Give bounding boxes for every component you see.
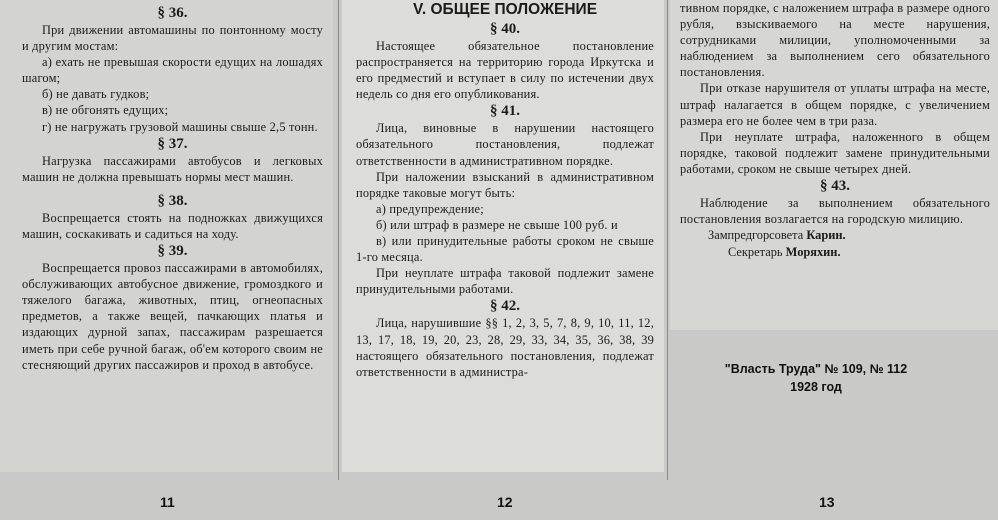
source-year: 1928 год	[790, 380, 842, 394]
column-page-11	[0, 0, 333, 472]
section-40-title: § 40.	[490, 21, 520, 37]
section-42-continuation: тивном порядке, с наложением штрафа в размере одного рубля, взыскиваемого на месте нарушения, сотрудниками милиции, уполномоченными за наблюдением за выполнением сего обязательного постановления.	[680, 1, 990, 80]
section-41-title: § 41.	[490, 103, 520, 120]
signature-deputy-chair	[680, 227, 990, 244]
section-41-text: Лица, виновные в нарушении настоящего обязательного постановления, подлежат ответственности в административном порядке.	[356, 121, 654, 168]
section-36-item-v: в) не обгонять едущих;	[42, 103, 169, 118]
section-36-intro: При движении автомашины по понтонному мосту и другим мостам:	[22, 23, 323, 54]
refusal-paragraph: При отказе нарушителя от уплаты штрафа на месте, штраф налагается в общем порядке, с увеличением размера его не более чем в три раза.	[680, 81, 990, 128]
section-38-text: Воспрещается стоять на подножках движущихся машин, соскакивать и садиться на ходу.	[22, 210, 323, 241]
section-42-text: Лица, нарушившие §§ 1, 2, 3, 5, 7, 8, 9, 10, 11, 12, 13, 17, 18, 19, 20, 23, 28, 29, 33, 34, 35, 36, 38, 39 настоящего обязательного постановления, подлежат ответственности в администра-	[356, 316, 654, 379]
section-42-title: § 42.	[490, 298, 520, 315]
column-page-12	[342, 0, 664, 472]
section-39-text: Воспрещается провоз пассажирами в автомобилях, обслуживающих автобусное движение, громоздкого и тяжелого багажа, животных, птиц, огнеопасных предметов, а также вещей, пачкающих платья и издающих дурной запах, пассажирам разрешается иметь при себе ручной багаж, об'ем которого своим не стесняющий других пассажиров и проход в автобусе.	[22, 261, 323, 372]
signature-secretary	[680, 244, 990, 261]
section-36-item-g: г) не нагружать грузовой машины свыше 2,5 тонн.	[42, 119, 318, 134]
section-39-title: § 39.	[157, 243, 188, 260]
section-41-item-a: а) предупреждение;	[376, 201, 484, 216]
section-41-penalties-intro: При наложении взысканий в административном порядке таковые могут быть:	[356, 169, 654, 200]
section-38-title: § 38.	[157, 192, 188, 209]
signature-role: Секретарь	[728, 245, 783, 260]
section-36-item-b: б) не давать гудков;	[42, 87, 150, 102]
section-41-nonpayment: При неуплате штрафа таковой подлежит замене принудительными работами.	[356, 266, 654, 297]
section-43-text: Наблюдение за выполнением обязательного постановления возлагается на городскую милицию.	[680, 196, 990, 227]
source-caption	[716, 360, 916, 396]
signature-role: Зампредгорсовета	[708, 228, 804, 243]
page-number-12: 12	[497, 494, 513, 510]
source-newspaper: "Власть Труда" № 109, № 112	[724, 362, 908, 376]
column-divider	[338, 0, 339, 480]
section-43-title: § 43.	[820, 178, 850, 195]
section-41-item-v: в) или принудительные работы сроком не свыше 1-го месяца.	[356, 234, 654, 265]
page-number-13: 13	[819, 494, 835, 510]
signature-name: Моряхин.	[785, 245, 841, 260]
section-36-title: § 36.	[157, 5, 188, 21]
chapter-heading: V. ОБЩЕЕ ПОЛОЖЕНИЕ	[412, 1, 598, 18]
section-36-item-a: а) ехать не превышая скорости едущих на лошадях шагом;	[22, 55, 323, 86]
section-40-text: Настоящее обязательное постановление распространяется на территорию города Иркутска и его предместий и вступает в силу по истечении двух недель со дня его опубликования.	[356, 39, 654, 102]
section-41-item-b: б) или штраф в размере не свыше 100 руб. и	[376, 217, 618, 232]
column-divider	[667, 0, 668, 480]
page-number-11: 11	[160, 494, 175, 510]
signature-name: Карин.	[806, 228, 846, 243]
section-37-text: Нагрузка пассажирами автобусов и легковых машин не должна превышать нормы мест машин.	[22, 153, 323, 184]
column-page-13	[670, 0, 998, 330]
nonpayment-paragraph: При неуплате штрафа, наложенного в общем порядке, таковой подлежит замене принудительными работами, сроком не свыше четырех дней.	[680, 129, 990, 176]
section-37-title: § 37.	[157, 135, 188, 152]
